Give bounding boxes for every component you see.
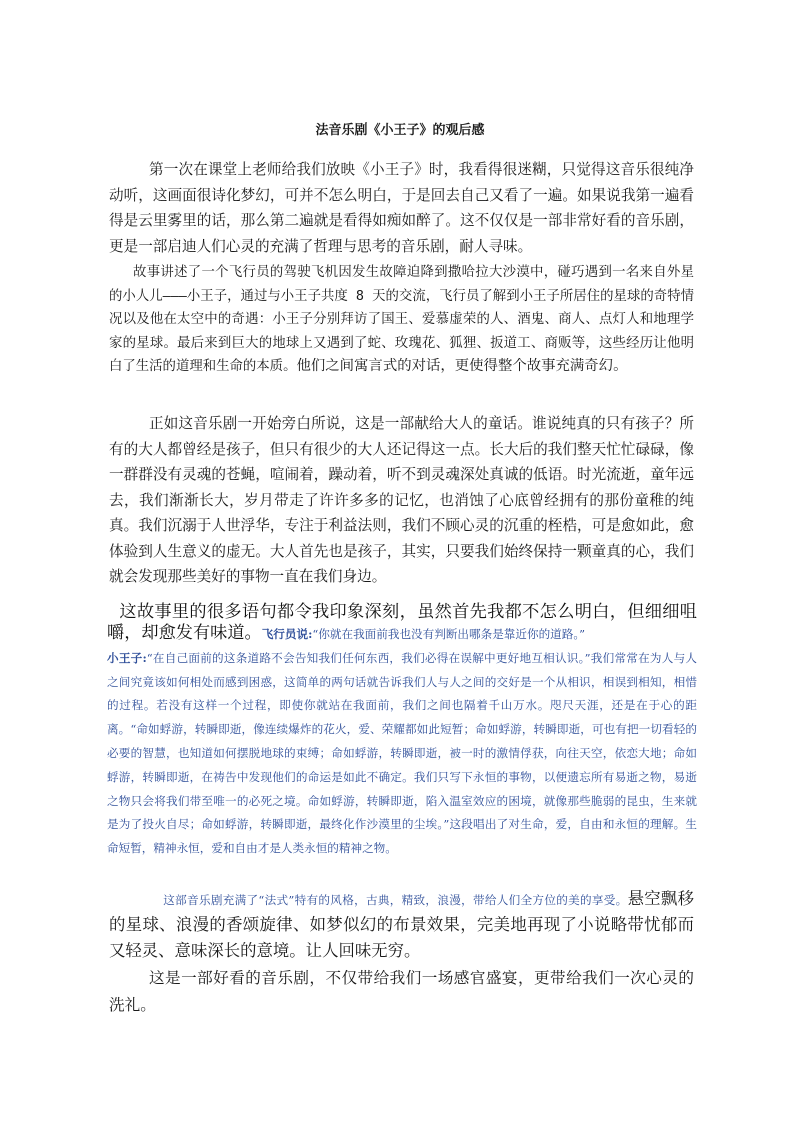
document-title: 法音乐剧《小王子》的观后感 [315, 123, 485, 138]
paragraph-story-summary [109, 261, 694, 379]
story-summary-tail: 他们之间寓言式的对话，更使得整个故事充满奇幻。 [296, 358, 628, 374]
french-style-large-text: 悬空飘移的星球、浪漫的香颂旋律、如梦似幻的布景效果，完美地再现了小说略带忧郁而又轻灵、意味深长的意境。让人回味无穷。 [109, 889, 695, 960]
speaker-little-prince-label: 小王子: [107, 650, 147, 665]
paragraph-conclusion: 这是一部好看的音乐剧，不仅带给我们一场感官盛宴，更带给我们一次心灵的洗礼。 [109, 969, 694, 1014]
paragraph-french-style [109, 886, 694, 964]
speaker-pilot-quote: “你就在我面前我也没有判断出哪条是靠近你的道路。” [312, 627, 586, 641]
paragraph-first-viewing: 第一次在课堂上老师给我们放映《小王子》时，我看得很迷糊，只觉得这音乐很纯净动听，这画面很诗化梦幻，可并不怎么明白，于是回去自己又看了一遍。如果说我第一遍看得是云里雾里的话，那么第二遍就是看得如痴如醉了。这不仅仅是一部非常好看的音乐剧，更是一部启迪人们心灵的充满了哲理与思考的音乐剧，耐人寻味。 [109, 161, 694, 255]
paragraph-memorable-quotes [107, 602, 697, 861]
speaker-pilot-label: 飞行员说: [261, 627, 313, 641]
quotes-lead-text: 这故事里的很多语句都令我印象深刻，虽然首先我都不怎么明白，但细细咀嚼，却愈发有味道。 [107, 602, 697, 643]
paragraph-fairy-tale-for-adults: 正如这音乐剧一开始旁白所说，这是一部献给大人的童话。谁说纯真的只有孩子？所有的大人都曾经是孩子，但只有很少的大人还记得这一点。长大后的我们整天忙忙碌碌，像一群群没有灵魂的苍蝇，喧闹着，躁动着，听不到灵魂深处真诚的低语。时光流逝，童年远去，我们渐渐长大，岁月带走了许许多多的记忆，也消蚀了心底曾经拥有的那份童稚的纯真。我们沉溺于人世浮华，专注于利益法则，我们不顾心灵的沉重的桎梏，可是愈如此，愈体验到人生意义的虚无。大人首先也是孩子，其实，只要我们始终保持一颗童真的心，我们就会发现那些美好的事物一直在我们身边。 [109, 415, 694, 585]
speaker-little-prince-quote: “在自己面前的这条道路不会告知我们任何东西，我们必得在误解中更好地互相认识。”我们常常在为人与人之间究竟该如何相处而感到困惑，这简单的两句话就告诉我们人与人之间的交好是一个从相识，相误到相知，相惜的过程。若没有这样一个过程，即使你就站在我面前，我们之间也隔着千山万水。咫尺天涯，还是在于心的距离。“命如蜉游，转瞬即逝，像连续爆炸的花火，爱、荣耀都如此短暂；命如蜉游，转瞬即逝，可也有把一切看轻的必要的智慧，也知道如何摆脱地球的束缚；命如蜉游，转瞬即逝，被一时的激情俘获，向往天空，依恋大地；命如蜉游，转瞬即逝，在祷告中发现他们的命运是如此不确定。我们只写下永恒的事物，以便遗忘所有易逝之物，易逝之物只会将我们带至唯一的必死之境。命如蜉游，转瞬即逝，陷入温室效应的困境，就像那些脆弱的昆虫，生来就是为了投火自尽；命如蜉游，转瞬即逝，最终化作沙漠里的尘埃。”这段唱出了对生命，爱，自由和永恒的理解。生命短暂，精神永恒，爱和自由才是人类永恒的精神之物。 [107, 650, 698, 856]
french-style-small-text: 这部音乐剧充满了“法式”特有的风格，古典，精致，浪漫，带给人们全方位的美的享受。 [163, 893, 628, 907]
story-summary-main: 故事讲述了一个飞行员的驾驶飞机因发生故障迫降到撒哈拉大沙漠中，碰巧遇到一名来自外星的小人儿———小王子，通过与小王子共度 8 天的交流，飞行员了解到小王子所居住的星球的奇特情况以及他在太空中的奇遇：小王子分别拜访了国王、爱慕虚荣的人、酒鬼、商人、点灯人和地理学家的星球。最后来到巨大的地球上又遇到了蛇、玫瑰花、狐狸、扳道工、商贩等，这些经历让他明白了生活的道理和生命的本质。 [109, 265, 694, 374]
